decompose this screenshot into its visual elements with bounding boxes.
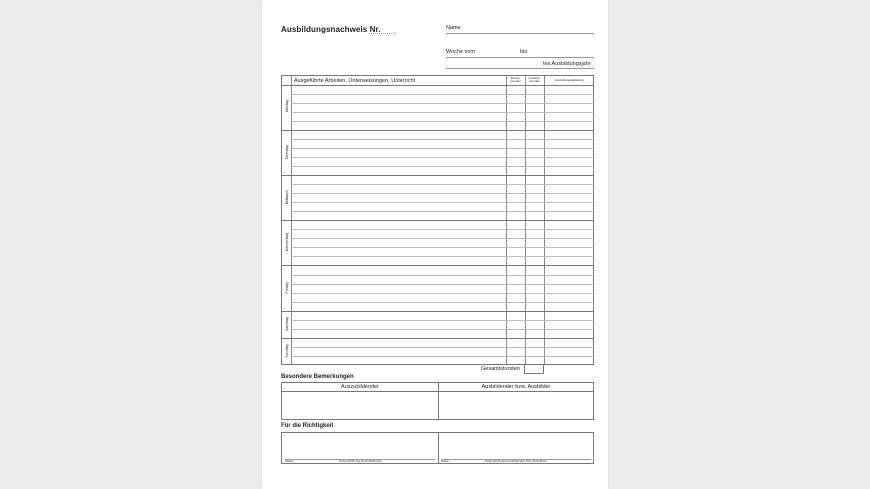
entry-row-line [291,121,594,122]
entry-row-line [291,229,594,230]
entry-row-line [291,103,594,104]
day-label-samstag: Samstag [285,316,289,332]
entry-row-line [291,293,594,294]
entry-row-line [291,347,594,348]
entry-row-line [291,320,594,321]
table-header-line [282,85,594,86]
form-title: Ausbildungsnachweis Nr. [281,25,381,34]
day-separator-line [282,265,594,266]
confirmation-divider [438,433,439,464]
confirmation-heading: Für die Richtigkeit [281,423,334,429]
day-separator-line [282,311,594,312]
week-line[interactable] [446,57,594,58]
day-label-mittwoch: Mittwoch [285,189,289,205]
remarks-table [281,382,594,420]
trainee-signature-label: Unterschrift des Auszubildenden [339,459,383,463]
entry-row-line [291,166,594,167]
trainer-date-label: Datum [441,459,450,463]
day-separator-line [282,338,594,339]
day-label-dienstag: Dienstag [285,144,289,160]
entry-row-line [291,112,594,113]
week-from-label: Woche vom [446,49,475,55]
trainee-date-label: Datum [285,459,294,463]
trainer-signature-label: Unterschrift des Ausbildenden bzw. Ausbilders [485,459,547,463]
report-number-line[interactable] [369,33,396,34]
total-hours-box[interactable] [524,364,544,374]
col-header-einzel: Einzel- stunden [510,76,521,84]
col-header-abteilung: Ausbildungsabteilung [555,77,584,82]
day-separator-line [282,220,594,221]
remarks-trainee-field[interactable] [283,393,437,419]
entry-row-line [291,356,594,357]
confirmation-table [281,432,594,464]
remarks-trainer-field[interactable] [440,393,592,419]
entry-row-line [291,284,594,285]
col-header-gesamt: Gesamt- stunden [528,76,541,84]
activity-table [281,75,594,365]
entry-row-line [291,238,594,239]
entry-row-line [291,329,594,330]
day-label-sonntag: Sonntag [285,344,289,358]
remarks-col-trainee: Auszubildender [341,384,379,390]
form-page [262,0,608,489]
entry-row-line [291,211,594,212]
to-label: bis [520,49,528,55]
col-header-activities: Ausgeführte Arbeiten, Unterweisungen, Unterricht [294,77,416,84]
entry-row-line [291,148,594,149]
day-label-freitag: Freitag [285,282,289,294]
entry-row-line [291,94,594,95]
remarks-col-trainer: Ausbildender bzw. Ausbilder [481,384,551,390]
entry-row-line [291,184,594,185]
entry-row-line [291,247,594,248]
entry-row-line [291,275,594,276]
entry-row-line [291,193,594,194]
day-separator-line [282,130,594,131]
name-label: Name [446,25,461,31]
training-year-label: tes Ausbildungsjahr [543,61,591,67]
remarks-heading: Besondere Bemerkungen [281,374,354,380]
total-hours-label: Gesamtstunden [481,366,520,372]
day-label-donnerstag: Donnerstag [285,232,289,252]
entry-row-line [291,202,594,203]
training-year-line[interactable] [446,68,594,69]
entry-row-line [291,302,594,303]
name-line[interactable] [446,33,594,34]
day-label-montag: Montag [285,100,289,112]
day-separator-line [282,175,594,176]
entry-row-line [291,139,594,140]
entry-row-line [291,256,594,257]
entry-row-line [291,157,594,158]
